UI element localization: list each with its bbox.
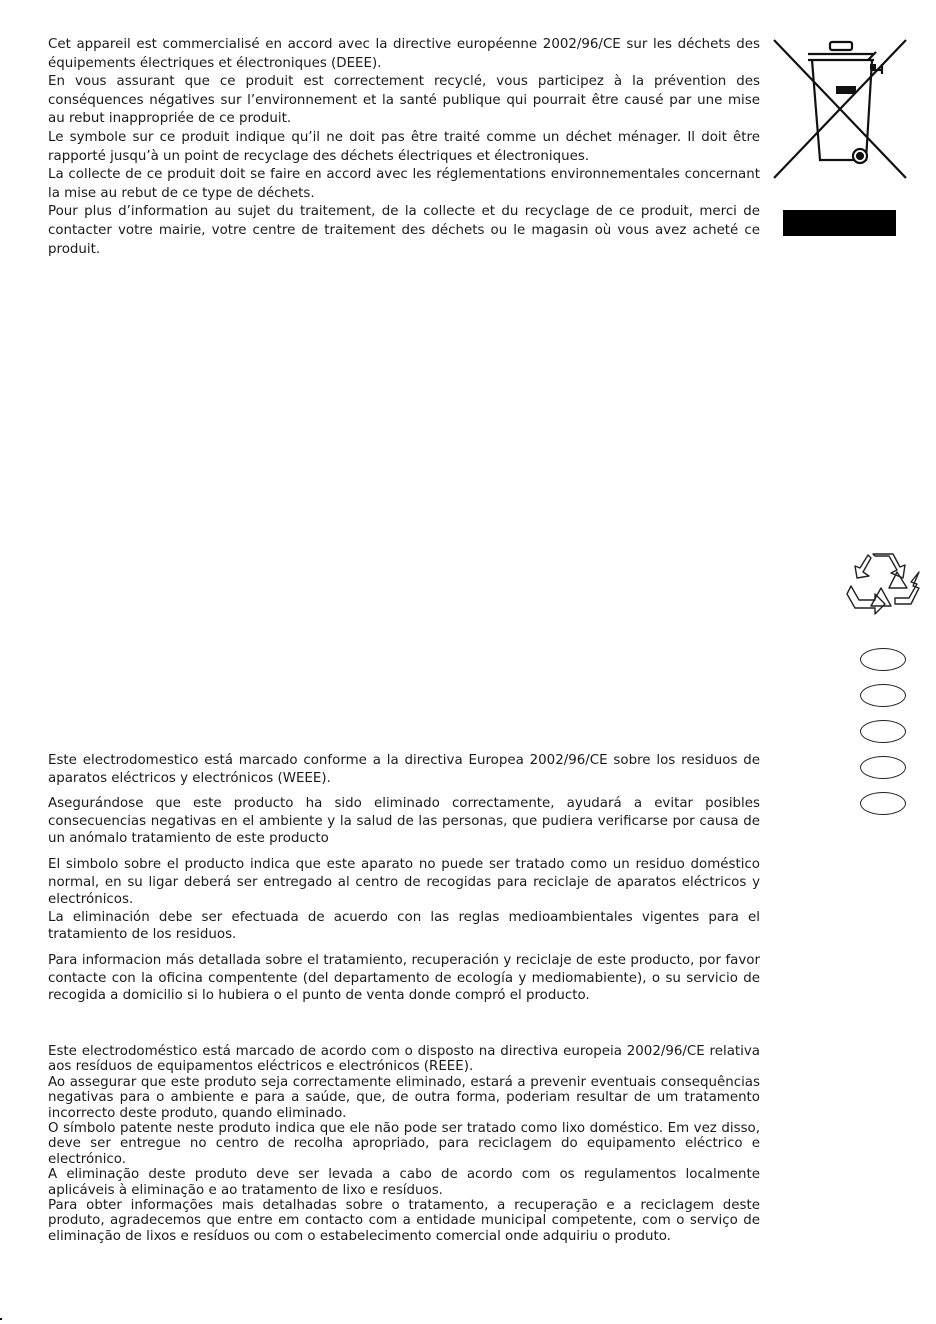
- portuguese-paragraph-5: Para obter informações mais detalhadas sobre o tratamento, a recuperação e a reciclagem deste produto, agradecemos que entre em contacto com a entidade municipal competente, com o serviço de eliminação de lixos e resíduos ou com o estabelecimento comercial onde adquiriu o produto.: [48, 1198, 760, 1244]
- corner-mark: [0, 1318, 2, 1320]
- crossed-out-wheelie-bin-icon: [770, 34, 910, 184]
- spanish-paragraph-3: El simbolo sobre el producto indica que este aparato no puede ser tratado como un residuo doméstico normal, en su ligar deberá ser entregado al centro de recogidas para reciclaje de aparatos eléctricos y electrónicos.: [48, 856, 760, 908]
- spanish-section: [48, 752, 760, 1005]
- french-paragraph-1: Cet appareil est commercialisé en accord avec la directive européenne 2002/96/CE sur les déchets des équipements électriques et électroniques (DEEE).: [48, 37, 760, 71]
- oval-marks: [860, 648, 908, 828]
- spanish-paragraph-1: Este electrodomestico está marcado conforme a la directiva Europea 2002/96/CE sobre los residuos de aparatos eléctricos y electrónicos (WEEE).: [48, 753, 760, 786]
- french-paragraph-3: Le symbole sur ce produit indique qu’il ne doit pas être traité comme un déchet ménager. Il doit être rapporté jusqu’à un point de recyclage des déchets électriques et électroniques.: [48, 129, 760, 164]
- french-paragraph-5: Pour plus d’information au sujet du traitement, de la collecte et du recyclage de ce produit, merci de contacter votre mairie, votre centre de traitement des déchets ou le magasin où vous avez acheté ce produit.: [48, 204, 760, 257]
- empty-oval-4: [860, 756, 906, 779]
- spanish-paragraph-4: La eliminación debe ser efectuada de acuerdo con las reglas medioambientales vigentes para el tratamiento de los residuos.: [48, 909, 760, 943]
- portuguese-paragraph-1: Este electrodoméstico está marcado de acordo com o disposto na directiva europeia 2002/96/CE relativa aos resíduos de equipamentos eléctricos e electrónicos (REEE).: [48, 1044, 760, 1075]
- recycle-icon: [845, 552, 921, 620]
- french-paragraph-2: En vous assurant que ce produit est correctement recyclé, vous participez à la prévention des conséquences négatives sur l’environnement et la santé publique qui pourrait être causé par une mise au rebut inappropriée de ce produit.: [48, 74, 760, 127]
- portuguese-paragraph-3: O símbolo patente neste produto indica que ele não pode ser tratado como lixo doméstico. Em vez disso, deve ser entregue no centro de recolha apropriado, para reciclagem do equipamento eléctrico e electrónico.: [48, 1121, 760, 1167]
- spanish-paragraph-2: Asegurándose que este producto ha sido eliminado correctamente, ayudará a evitar posibles consecuencias negativas en el ambiente y la salud de las personas, que pudiera verificarse por causa de un anómalo tratamiento de este producto: [48, 796, 760, 847]
- spanish-paragraph-5: Para informacion más detallada sobre el tratamiento, recuperación y reciclaje de este producto, por favor contacte con la oficina compentente (del departamento de ecología y mediomabiente), o su servicio de recogida a domicilio si lo hubiera o el punto de venta donde compró el producto.: [48, 952, 760, 1004]
- empty-oval-2: [860, 684, 906, 707]
- empty-oval-3: [860, 720, 906, 743]
- portuguese-section: [48, 1044, 760, 1244]
- empty-oval-5: [860, 792, 906, 815]
- portuguese-paragraph-2: Ao assegurar que este produto seja correctamente eliminado, estará a prevenir eventuais consequências negativas para o ambiente e para a saúde, que, de outra forma, poderiam resultar de um tratamento incorrecto deste produto, quando eliminado.: [48, 1074, 760, 1121]
- portuguese-paragraph-4: A eliminação deste produto deve ser levada a cabo de acordo com os regulamentos localmente aplicáveis à eliminação e ao tratamento de lixo e resíduos.: [48, 1167, 760, 1198]
- empty-oval-1: [860, 648, 906, 671]
- black-bar: [783, 210, 896, 236]
- french-section: [48, 36, 760, 259]
- french-paragraph-4: La collecte de ce produit doit se faire en accord avec les réglementations environnementales concernant la mise au rebut de ce type de déchets.: [48, 167, 760, 201]
